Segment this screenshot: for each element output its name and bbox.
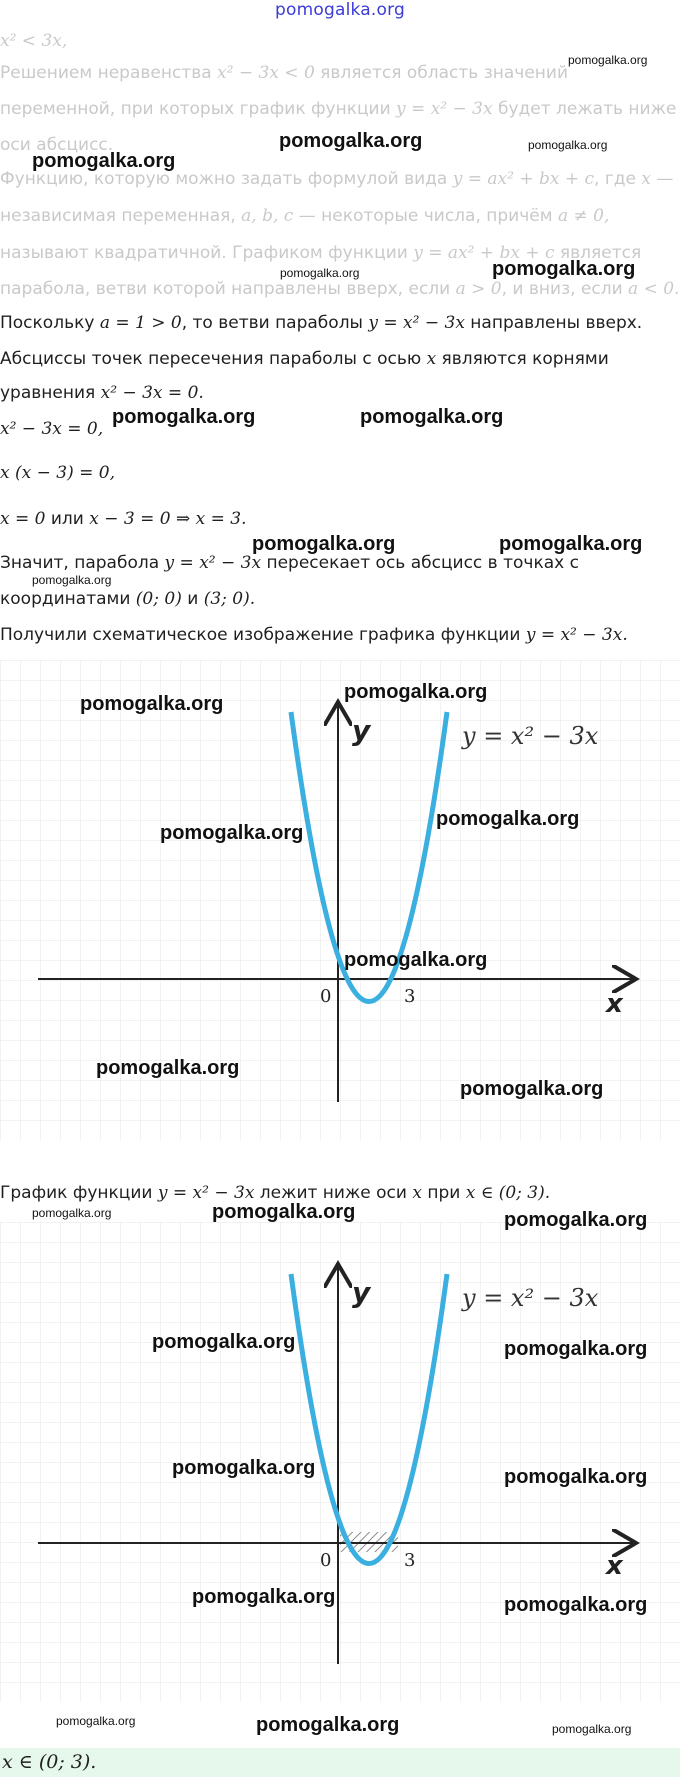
answer-text: x ∈ (0; 3). bbox=[2, 1751, 97, 1773]
watermark: pomogalka.org bbox=[279, 130, 423, 152]
watermark: pomogalka.org bbox=[360, 406, 504, 428]
site-header[interactable]: pomogalka.org bbox=[275, 0, 405, 20]
equation-3: x = 0 или x − 3 = 0 ⇒ x = 3. bbox=[0, 509, 247, 529]
faded-line-3: переменной, при которых график функции y = x² − 3x будет лежать ниже bbox=[0, 99, 677, 119]
watermark: pomogalka.org bbox=[344, 681, 488, 703]
faded-line-7: называют квадратичной. Графиком функции y = ax² + bx + c является bbox=[0, 243, 642, 263]
para-branches-up: Поскольку a = 1 > 0, то ветви параболы y = x² − 3x направлены вверх. bbox=[0, 313, 643, 333]
watermark: pomogalka.org bbox=[504, 1338, 648, 1360]
watermark: pomogalka.org bbox=[212, 1201, 356, 1223]
parabola-graph-2 bbox=[0, 1222, 680, 1702]
watermark: pomogalka.org bbox=[32, 150, 176, 172]
root-label: 3 bbox=[404, 986, 416, 1007]
para-intersections: Значит, парабола y = x² − 3x пересекает ось абсцисс в точках с bbox=[0, 553, 579, 573]
faded-line-5: Функцию, которую можно задать формулой вида y = ax² + bx + c, где x — bbox=[0, 169, 674, 189]
function-label: y = x² − 3x bbox=[462, 722, 599, 750]
faded-line-1: x² < 3x, bbox=[0, 31, 68, 51]
watermark: pomogalka.org bbox=[528, 138, 608, 152]
watermark: pomogalka.org bbox=[552, 1722, 632, 1736]
watermark: pomogalka.org bbox=[252, 533, 396, 555]
equation-1: x² − 3x = 0, bbox=[0, 419, 104, 439]
para-coordinates: координатами (0; 0) и (3; 0). bbox=[0, 589, 256, 609]
watermark: pomogalka.org bbox=[280, 266, 360, 280]
faded-line-8: парабола, ветви которой направлены вверх, если a > 0, и вниз, если a < 0. bbox=[0, 279, 680, 299]
watermark: pomogalka.org bbox=[32, 1206, 112, 1220]
watermark: pomogalka.org bbox=[436, 808, 580, 830]
watermark: pomogalka.org bbox=[80, 693, 224, 715]
x-axis-label: x bbox=[606, 989, 623, 1019]
function-label: y = x² − 3x bbox=[462, 1284, 599, 1312]
watermark: pomogalka.org bbox=[344, 949, 488, 971]
watermark: pomogalka.org bbox=[568, 53, 648, 67]
x-axis-label: x bbox=[606, 1551, 623, 1581]
watermark: pomogalka.org bbox=[492, 258, 636, 280]
watermark: pomogalka.org bbox=[172, 1457, 316, 1479]
watermark: pomogalka.org bbox=[96, 1057, 240, 1079]
watermark: pomogalka.org bbox=[504, 1466, 648, 1488]
watermark: pomogalka.org bbox=[112, 406, 256, 428]
watermark: pomogalka.org bbox=[160, 822, 304, 844]
para-below-axis: График функции y = x² − 3x лежит ниже оси x при x ∈ (0; 3). bbox=[0, 1183, 551, 1203]
equation-2: x (x − 3) = 0, bbox=[0, 463, 115, 483]
y-axis-label: y bbox=[352, 1276, 371, 1309]
faded-line-2: Решением неравенства x² − 3x < 0 является область значений bbox=[0, 63, 568, 83]
origin-label: 0 bbox=[320, 986, 332, 1007]
para-abscissas: Абсциссы точек пересечения параболы с осью x являются корнями bbox=[0, 349, 609, 369]
watermark: pomogalka.org bbox=[504, 1594, 648, 1616]
y-axis-label: y bbox=[352, 714, 371, 747]
answer-bar bbox=[0, 1748, 680, 1777]
watermark: pomogalka.org bbox=[504, 1209, 648, 1231]
watermark: pomogalka.org bbox=[152, 1331, 296, 1353]
watermark: pomogalka.org bbox=[32, 573, 112, 587]
para-equation: уравнения x² − 3x = 0. bbox=[0, 383, 204, 403]
faded-line-6: независимая переменная, a, b, c — некоторые числа, причём a ≠ 0, bbox=[0, 206, 610, 226]
origin-label: 0 bbox=[320, 1550, 332, 1571]
para-schematic: Получили схематическое изображение графика функции y = x² − 3x. bbox=[0, 625, 628, 645]
watermark: pomogalka.org bbox=[192, 1586, 336, 1608]
watermark: pomogalka.org bbox=[499, 533, 643, 555]
watermark: pomogalka.org bbox=[460, 1078, 604, 1100]
root-label: 3 bbox=[404, 1550, 416, 1571]
faded-line-4: оси абсцисс. bbox=[0, 135, 114, 155]
watermark: pomogalka.org bbox=[256, 1714, 400, 1736]
watermark: pomogalka.org bbox=[56, 1714, 136, 1728]
